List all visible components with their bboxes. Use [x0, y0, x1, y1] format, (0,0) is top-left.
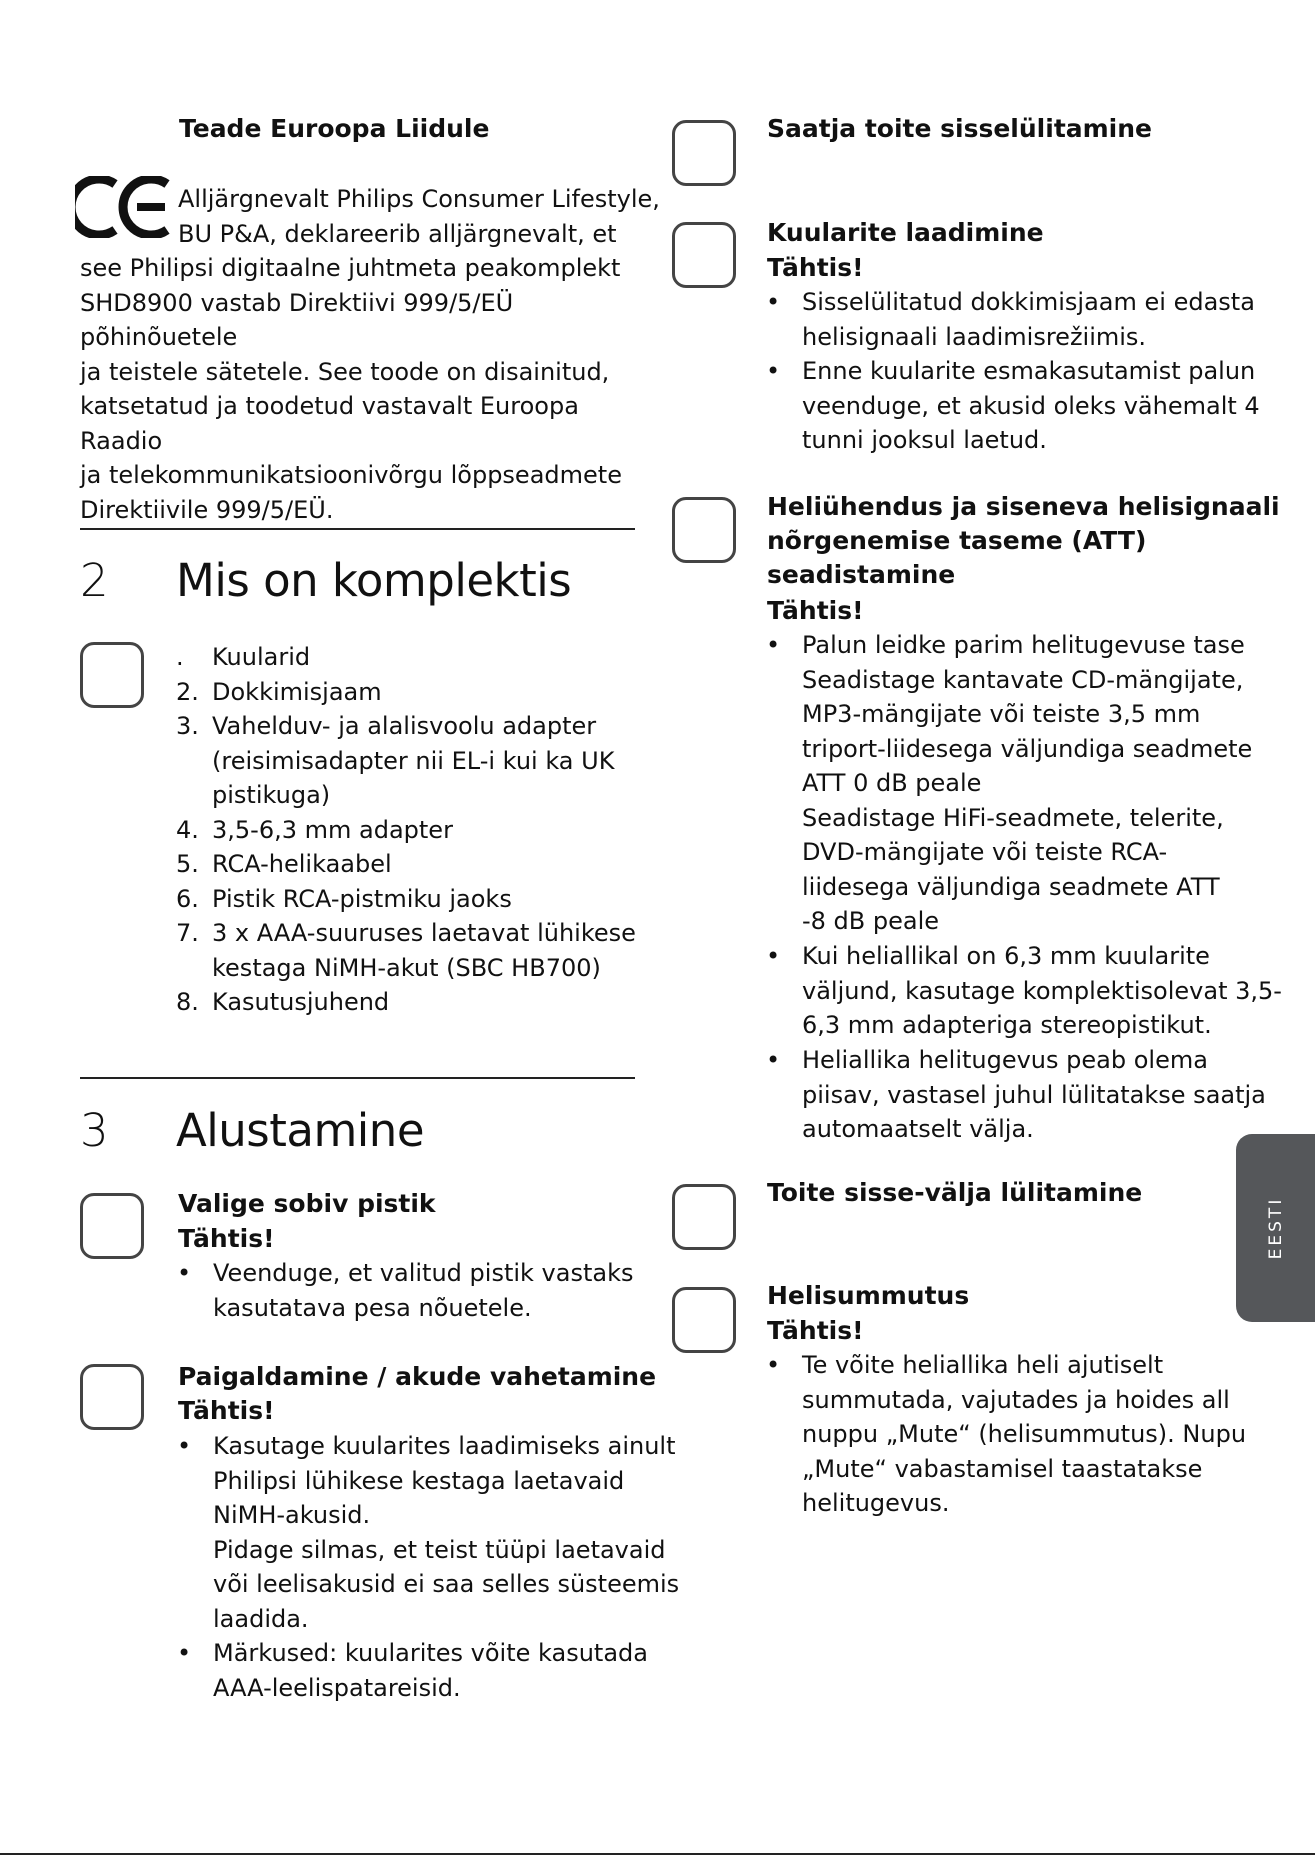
section-number: 3 — [80, 1104, 109, 1157]
text-line: BU P&A, deklareerib alljärgnevalt, et — [178, 219, 617, 248]
section-divider — [80, 528, 635, 530]
battery-heading: Paigaldamine / akude vahetamine — [178, 1362, 657, 1391]
section-title: Alustamine — [176, 1104, 425, 1157]
figure-placeholder-box — [80, 1193, 144, 1259]
important-label: Tähtis! — [767, 253, 864, 282]
text-line: see Philipsi digitaalne juhtmeta peakomplekt — [80, 254, 621, 282]
transmitter-heading: Saatja toite sisselülitamine — [767, 114, 1153, 143]
bullet-item: • Kui heliallikal on 6,3 mm kuularite väljund, kasutage komplektisolevat 3,5- 6,3 mm adapteriga stereopistikut. — [766, 942, 1282, 1039]
charging-heading: Kuularite laadimine — [767, 218, 1044, 247]
list-item: 5. RCA-helikaabel — [176, 850, 392, 878]
footer-divider — [0, 1853, 1315, 1855]
important-label: Tähtis! — [767, 1316, 864, 1345]
text-line: ja telekommunikatsioonivõrgu lõppseadmete — [80, 461, 622, 489]
text-line: ja teistele sätetele. See toode on disainitud, — [80, 357, 610, 386]
figure-placeholder-box — [672, 120, 736, 186]
figure-placeholder-box — [80, 642, 144, 708]
list-item: 8. Kasutusjuhend — [176, 988, 390, 1016]
bullet-item: • Enne kuularite esmakasutamist palun veenduge, et akusid oleks vähemalt 4 tunni jooksul laetud. — [766, 357, 1260, 454]
bullet-item: • Heliallika helitugevus peab olema piisav, vastasel juhul lülitatakse saatja automaatselt välja. — [766, 1046, 1266, 1143]
figure-placeholder-box — [80, 1364, 144, 1430]
section-divider — [80, 1077, 635, 1079]
ce-mark-icon — [75, 176, 171, 238]
figure-placeholder-box — [672, 222, 736, 288]
bullet-item: • Veenduge, et valitud pistik vastaks kasutatava pesa nõuetele. — [177, 1259, 634, 1322]
section-number: 2 — [80, 554, 109, 607]
list-item: . Kuularid — [176, 643, 311, 671]
list-item: 3. Vahelduv- ja alalisvoolu adapter (reisimisadapter nii EL-i kui ka UK pistikuga) — [176, 712, 615, 809]
text-line: Direktiivile 999/5/EÜ. — [80, 495, 334, 524]
power-heading: Toite sisse-välja lülitamine — [767, 1178, 1143, 1207]
list-item: 6. Pistik RCA-pistmiku jaoks — [176, 884, 512, 913]
bullet-item: • Märkused: kuularites võite kasutada AAA-leelispatareisid. — [177, 1639, 648, 1702]
section-title: Mis on komplektis — [176, 554, 572, 607]
important-label: Tähtis! — [178, 1224, 275, 1253]
list-item: 4. 3,5-6,3 mm adapter — [176, 815, 453, 844]
text-line: Alljärgnevalt Philips Consumer Lifestyle, — [178, 185, 660, 213]
language-tab-label: EESTI — [1265, 1196, 1286, 1260]
eu-notice-body — [80, 251, 660, 527]
important-label: Tähtis! — [767, 596, 864, 625]
figure-placeholder-box — [672, 497, 736, 563]
bullet-item: • Palun leidke parim helitugevuse tase Seadistage kantavate CD-mängijate, MP3-mängijate või teiste 3,5 mm triport-liidesega väljundiga seadmete ATT 0 dB peale Seadistage HiFi-seadmete, telerite, DVD-mängijate või teiste RCA- liidesega väljundiga seadmete ATT -8 dB peale — [766, 631, 1253, 935]
package-contents-list — [176, 640, 636, 1020]
text-line: SHD8900 vastab Direktiivi 999/5/EÜ põhinõuetele — [80, 288, 514, 351]
figure-placeholder-box — [672, 1184, 736, 1250]
audio-heading: Heliühendus ja siseneva helisignaali nõrgenemise taseme (ATT) seadistamine — [767, 492, 1280, 589]
list-item: 7. 3 x AAA-suuruses laetavat lühikese kestaga NiMH-akut (SBC HB700) — [176, 919, 636, 982]
eu-notice-heading: Teade Euroopa Liidule — [179, 114, 490, 143]
eu-notice-first-lines — [178, 182, 660, 251]
bullet-item: • Sisselülitatud dokkimisjaam ei edasta helisignaali laadimisrežiimis. — [766, 288, 1255, 351]
important-label: Tähtis! — [178, 1396, 275, 1425]
list-item: 2. Dokkimisjaam — [176, 677, 382, 706]
language-tab — [1236, 1134, 1315, 1322]
figure-placeholder-box — [672, 1287, 736, 1353]
plug-heading: Valige sobiv pistik — [178, 1189, 436, 1218]
bullet-item: • Kasutage kuularites laadimiseks ainult Philipsi lühikese kestaga laetavaid NiMH-akusid. Pidage silmas, et teist tüüpi laetavaid või leelisakusid ei saa selles süsteemis laadida. — [177, 1432, 680, 1633]
bullet-item: • Te võite heliallika heli ajutiselt summutada, vajutades ja hoides all nuppu „Mute“ (helisummutus). Nupu „Mute“ vabastamisel taastatakse helitugevus. — [766, 1351, 1247, 1517]
mute-heading: Helisummutus — [767, 1281, 970, 1310]
text-line: katsetatud ja toodetud vastavalt Euroopa Raadio — [80, 392, 579, 455]
